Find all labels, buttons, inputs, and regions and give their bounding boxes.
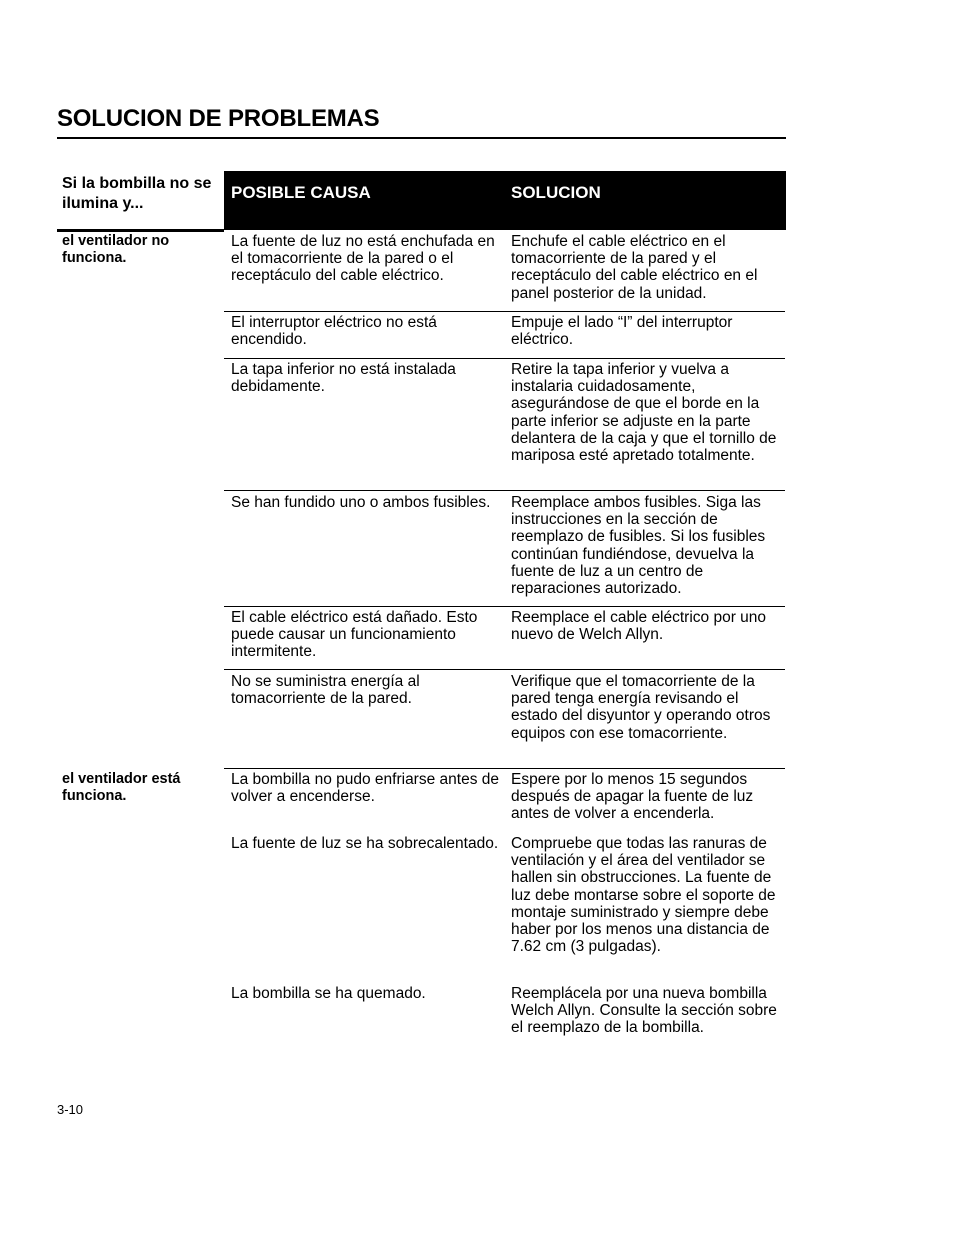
condition-fan-not-working: el ventilador no funciona. [62, 233, 170, 266]
cause-cell: La tapa inferior no está instalada debidamente. [231, 361, 456, 396]
title-rule [57, 137, 786, 139]
solution-cell: Reemplace el cable eléctrico por uno nuevo de Welch Allyn. [511, 609, 767, 644]
header-cause: POSIBLE CAUSA [231, 183, 371, 202]
solution-cell: Enchufe el cable eléctrico en el tomacorriente de la pared y el receptáculo del cable eléctrico en el panel posterior de la unidad. [511, 233, 758, 302]
solution-cell: Reemplácela por una nueva bombilla Welch Allyn. Consulte la sección sobre el reemplazo de la bombilla. [511, 985, 777, 1037]
header-rule [57, 229, 224, 232]
cause-cell: El cable eléctrico está dañado. Esto puede causar un funcionamiento intermitente. [231, 609, 478, 661]
row-divider [224, 490, 785, 491]
cause-cell: La fuente de luz no está enchufada en el tomacorriente de la pared o el receptáculo del cable eléctrico. [231, 233, 495, 285]
row-divider [224, 358, 785, 359]
page-title: SOLUCION DE PROBLEMAS [57, 105, 380, 132]
solution-cell: Compruebe que todas las ranuras de ventilación y el área del ventilador se hallen sin obstrucciones. La fuente de luz debe montarse sobre el soporte de montaje suministrado y siempre debe haber por los menos una distancia de 7.62 cm (3 pulgadas). [511, 835, 776, 956]
cause-cell: No se suministra energía al tomacorriente de la pared. [231, 673, 420, 708]
solution-cell: Verifique que el tomacorriente de la pared tenga energía revisando el estado del disyuntor y operando otros equipos con ese tomacorriente. [511, 673, 771, 742]
cause-cell: La bombilla se ha quemado. [231, 985, 426, 1002]
cause-cell: La bombilla no pudo enfriarse antes de volver a encenderse. [231, 771, 499, 806]
header-solution: SOLUCION [511, 183, 601, 202]
solution-cell: Reemplace ambos fusibles. Siga las instrucciones en la sección de reemplazo de fusibles. Si los fusibles continúan fundiéndose, devuelva la fuente de luz a un centro de reparaciones autorizado. [511, 494, 766, 598]
group-divider [224, 768, 785, 769]
page-number: 3-10 [57, 1102, 84, 1117]
cause-cell: La fuente de luz se ha sobrecalentado. [231, 835, 499, 852]
solution-cell: Espere por lo menos 15 segundos después de apagar la fuente de luz antes de volver a encenderla. [511, 771, 754, 823]
cause-cell: El interruptor eléctrico no está encendido. [231, 314, 437, 349]
solution-cell: Empuje el lado “I” del interruptor eléctrico. [511, 314, 733, 349]
row-divider [224, 669, 785, 670]
solution-cell: Retire la tapa inferior y vuelva a instalaria cuidadosamente, asegurándose de que el borde en la parte inferior se adjuste en la parte delantera de la caja y que el tornillo de mariposa esté apretado totalmente. [511, 361, 777, 465]
row-divider [224, 311, 785, 312]
cause-cell: Se han fundido uno o ambos fusibles. [231, 494, 491, 511]
header-condition: Si la bombilla no se ilumina y... [62, 175, 212, 212]
condition-fan-working: el ventilador está funciona. [62, 771, 181, 804]
row-divider [224, 606, 785, 607]
